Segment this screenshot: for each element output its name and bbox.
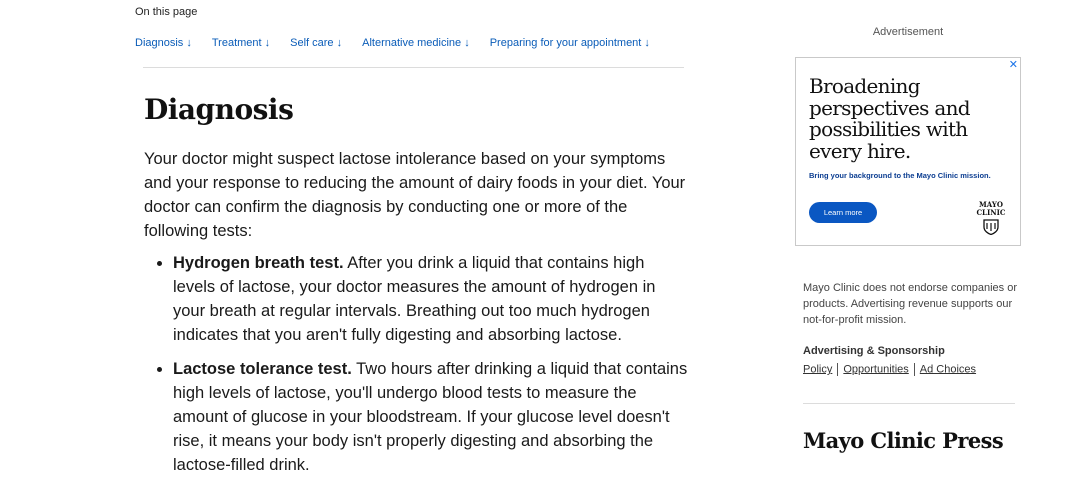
logo-text-line2: CLINIC [976,208,1006,217]
list-item [173,357,689,477]
opportunities-link[interactable]: Opportunities [843,363,909,376]
test-description: Two hours after drinking a liquid that contains high levels of lactose, you'll undergo blood tests to measure the amount of glucose in your bloodstream. If your glucose level doesn't rise, it means your body isn't properly digesting and absorbing the lactose-filled drink. [173,360,688,474]
diagnosis-intro: Your doctor might suspect lactose intolerance based on your symptoms and your response to reducing the amount of dairy foods in your diet. Your doctor can confirm the diagnosis by conducting one or more of the following tests: [144,150,686,240]
jump-link-alternative-medicine[interactable]: Alternative medicine ↓ [362,37,470,49]
ad-choices-link[interactable]: Ad Choices [919,363,977,376]
advertisement-label: Advertisement [872,26,944,38]
section-divider [143,67,684,68]
shield-icon [982,219,1000,235]
test-name: Hydrogen breath test. [173,254,344,272]
ad-subline: Bring your background to the Mayo Clinic mission. [809,171,991,180]
jump-link-diagnosis[interactable]: Diagnosis ↓ [135,37,192,49]
mayo-clinic-logo [972,201,1010,235]
ad-learn-more-button[interactable]: Learn more [809,202,877,223]
logo-text-line1: MAYO [979,200,1003,209]
mayo-clinic-press-heading: Mayo Clinic Press [803,428,1004,453]
test-description: After you drink a liquid that contains high levels of lactose, your doctor measures the amount of hydrogen in your breath at regular intervals. Breathing out too much hydrogen indicates that you aren't fully digesting and absorbing lactose. [173,254,656,344]
jump-link-self-care[interactable]: Self care ↓ [290,37,343,49]
advertising-links [803,363,976,376]
diagnostic-tests-list [144,251,689,477]
on-this-page-label: On this page [135,6,198,18]
list-item [173,251,689,347]
advertising-disclaimer: Mayo Clinic does not endorse companies or products. Advertising revenue supports our not-for-profit mission. [803,282,1018,326]
ad-close-icon[interactable]: ✕ [1008,59,1018,71]
link-separator [837,363,838,376]
jump-link-preparing-appointment[interactable]: Preparing for your appointment ↓ [489,37,650,49]
article-main [144,88,689,487]
section-heading-diagnosis: Diagnosis [144,93,294,126]
ad-headline: Broadening perspectives and possibilities with every hire. [809,74,970,163]
advertising-sponsorship-heading: Advertising & Sponsorship [803,345,945,357]
on-this-page-nav [135,37,650,49]
test-name: Lactose tolerance test. [173,360,352,378]
sidebar-divider [803,403,1015,404]
jump-link-treatment[interactable]: Treatment ↓ [211,37,271,49]
link-separator [914,363,915,376]
policy-link[interactable]: Policy [803,363,833,376]
advertisement-banner[interactable] [795,57,1021,246]
